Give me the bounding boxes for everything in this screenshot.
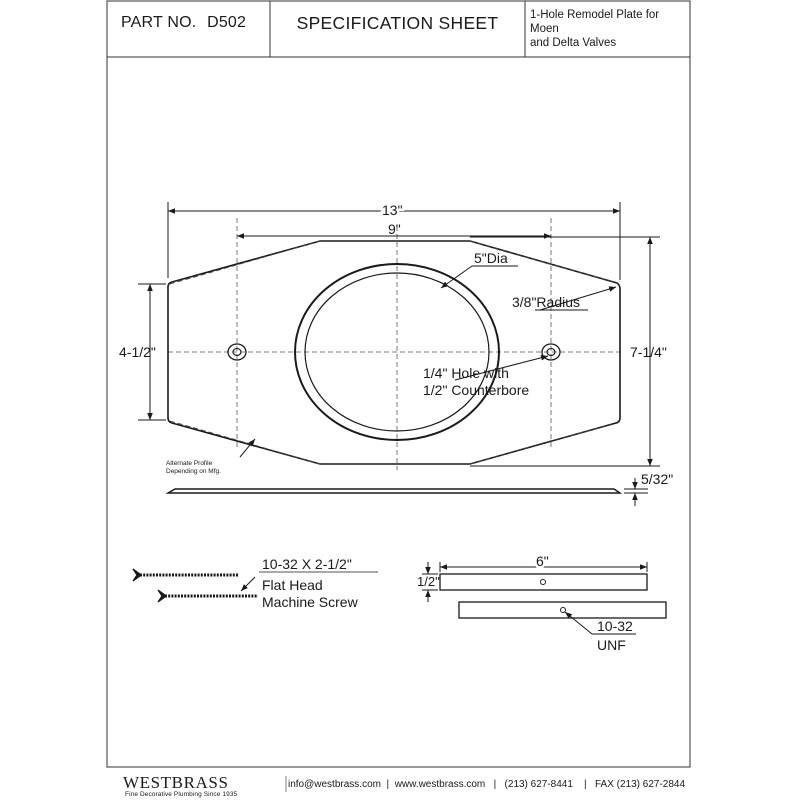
contact-phone: (213) 627-8441 [504, 779, 573, 790]
label-side-height: 4-1/2" [119, 344, 156, 360]
label-overall-width: 13" [382, 202, 403, 218]
label-hole-spacing: 9" [388, 221, 401, 237]
product-description [530, 1, 690, 57]
product-description-line-2: and Delta Valves [530, 37, 617, 49]
sheet-title: SPECIFICATION SHEET [296, 13, 499, 33]
label-screw-type: Machine Screw [262, 594, 358, 610]
contact-fax: FAX (213) 627-2844 [594, 779, 686, 790]
bar-hole [541, 580, 546, 585]
part-number-label: PART NO. [121, 14, 197, 31]
label-thread-type: UNF [597, 637, 626, 653]
label-corner-radius: 3/8"Radius [512, 294, 581, 310]
screw-leader [241, 577, 255, 591]
label-alt-profile-2: Depending on Mfg. [166, 468, 221, 475]
bar-side-view [459, 602, 666, 618]
label-screw-size: 10-32 X 2-1/2" [262, 556, 352, 572]
label-alt-profile-1: Alternate Profile [166, 460, 213, 467]
label-hole-note-2: 1/2" Counterbore [423, 382, 530, 398]
contact-line: info@westbrass.com | www.westbrass.com | (213) 627-8441 | FAX (213) 627-2844 [288, 779, 686, 790]
label-bar-length: 6" [536, 553, 549, 569]
label-thread-size: 10-32 [597, 618, 633, 634]
contact-email[interactable]: info@westbrass.com [288, 779, 381, 790]
label-thickness: 5/32" [641, 471, 674, 487]
brand-logo: WESTBRASS [123, 773, 229, 792]
screw-upper [133, 569, 238, 581]
brand-tagline: Fine Decorative Plumbing Since 1935 [125, 791, 238, 798]
contact-website[interactable]: www.westbrass.com [394, 779, 486, 790]
part-number-value: D502 [207, 14, 247, 31]
part-number-cell [107, 1, 270, 57]
product-description-line-1: 1-Hole Remodel Plate for Moen [530, 9, 660, 35]
label-hole-note-1: 1/4" Hole with [423, 365, 509, 381]
label-bar-height: 1/2" [417, 574, 440, 589]
plate-side-profile [168, 489, 620, 493]
label-screw-head: Flat Head [262, 577, 323, 593]
bar-side-hole [561, 608, 566, 613]
bar-top-view [440, 574, 647, 590]
label-overall-height: 7-1/4" [630, 344, 667, 360]
label-center-dia: 5"Dia [474, 250, 508, 266]
screw-lower [158, 590, 258, 602]
